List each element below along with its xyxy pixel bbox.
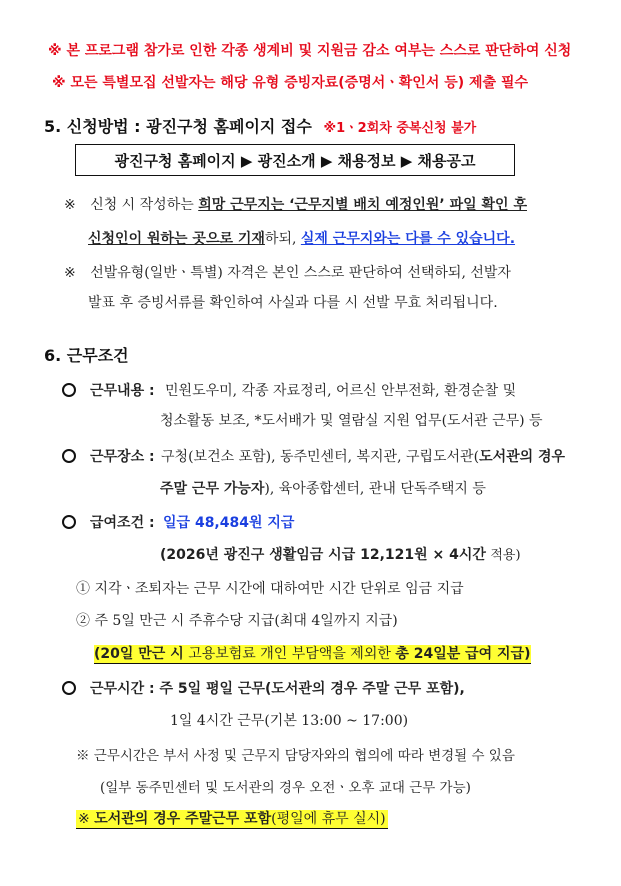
work-place-line2 (160, 478, 486, 498)
work-place-label: 근무장소 : (90, 449, 155, 465)
note-text: 선발유형(일반ㆍ특별) 자격은 본인 스스로 판단하여 선택하되, 선발자 (90, 265, 511, 281)
weekend-library-emph: 도서관의 경우 주말근무 포함 (94, 811, 272, 827)
work-place-emph: 도서관의 경우 (479, 449, 566, 465)
time-hours: 1일 4시간 근무(기본 13:00 ~ 17:00) (170, 713, 409, 729)
pay-row (62, 512, 294, 532)
notice-livelihood: ※ 본 프로그램 참가로 인한 각종 생계비 및 지원금 감소 여부는 스스로 판단하여 신청 (48, 43, 572, 59)
pay-highlight-a: (20일 만근 시 (94, 646, 184, 662)
time-row (62, 678, 465, 698)
note-emph: 희망 근무지는 ‘근무지별 배치 예정인원’ 파일 확인 후 (198, 197, 527, 213)
note-text: 신청 시 작성하는 (90, 197, 194, 213)
note-mark: ※ (64, 197, 76, 213)
apply-note-1-line2 (88, 228, 515, 248)
time-note-2: (일부 동주민센터 및 도서관의 경우 오전ㆍ오후 교대 근무 가능) (100, 780, 471, 796)
apply-note-2-line1 (64, 262, 511, 282)
pay-calc-tail: 적용) (490, 548, 521, 563)
pay-highlight-b: 고용보험료 개인 부담액을 제외한 (188, 646, 391, 662)
duplicate-note: ※1ㆍ2회차 중복신청 불가 (323, 121, 477, 136)
pay-highlight (94, 643, 531, 663)
work-content-line2: 청소활동 보조, *도서배가 및 열람실 지원 업무(도서관 근무) 등 (160, 413, 543, 429)
pay-item-2: ② 주 5일 만근 시 주휴수당 지급(최대 4일까지 지급) (76, 613, 398, 629)
notice-documents: ※ 모든 특별모집 선발자는 해당 유형 증빙자료(증명서ㆍ확인서 등) 제출 필수 (52, 75, 528, 91)
work-place-row (62, 446, 565, 466)
pay-calc (160, 544, 521, 564)
time-note-3 (76, 808, 388, 828)
work-content-text: 민원도우미, 각종 자료정리, 어르신 안부전화, 환경순찰 및 (165, 383, 517, 399)
pay-label: 급여조건 : (90, 515, 155, 531)
bullet-circle-icon (62, 515, 76, 529)
apply-note-1-line1 (64, 194, 527, 214)
pay-item-1: ① 지각ㆍ조퇴자는 근무 시간에 대하여만 시간 단위로 임금 지급 (76, 581, 464, 597)
section-6-title: 6. 근무조건 (44, 346, 129, 365)
time-note-1: ※ 근무시간은 부서 사정 및 근무지 담당자와의 협의에 따라 변경될 수 있음 (76, 748, 515, 764)
note-warning: 실제 근무지와는 다를 수 있습니다. (300, 231, 516, 247)
note-emph: 신청인이 원하는 곳으로 기재 (88, 231, 265, 247)
homepage-path-box (75, 144, 515, 176)
pay-calc-text: (2026년 광진구 생활임금 시급 12,121원 × 4시간 (160, 547, 486, 563)
time-note-3-band (76, 810, 388, 829)
pay-highlight-c: 총 24일분 급여 지급 (395, 646, 525, 662)
note-mark: ※ (78, 811, 90, 827)
bullet-circle-icon (62, 449, 76, 463)
pay-highlight-band (94, 645, 531, 664)
section-5-title-text: 5. 신청방법 : 광진구청 홈페이지 접수 (44, 117, 312, 136)
section-5-title (44, 114, 476, 137)
apply-note-2-line2: 발표 후 증빙서류를 확인하여 사실과 다를 시 선발 무효 처리됩니다. (88, 295, 498, 311)
pay-value: 일급 48,484원 지급 (163, 515, 295, 531)
work-place-text: 구청(보건소 포함), 동주민센터, 복지관, 구립도서관( (161, 449, 480, 465)
bullet-circle-icon (62, 383, 76, 397)
note-text: 하되, (264, 231, 297, 247)
note-mark: ※ (64, 265, 76, 281)
weekday-off-note: (평일에 휴무 실시) (271, 811, 386, 827)
pay-highlight-d: ) (524, 646, 531, 662)
bullet-circle-icon (62, 681, 76, 695)
work-place-text: ), 육아종합센터, 관내 단독주택지 등 (264, 481, 486, 497)
homepage-path: 광진구청 홈페이지 ▶ 광진소개 ▶ 채용정보 ▶ 채용공고 (114, 151, 476, 170)
time-label: 근무시간 : 주 5일 평일 근무(도서관의 경우 주말 근무 포함), (90, 681, 465, 697)
work-content-row (62, 380, 516, 400)
work-content-label: 근무내용 : (90, 383, 155, 399)
work-place-emph: 주말 근무 가능자 (160, 481, 265, 497)
